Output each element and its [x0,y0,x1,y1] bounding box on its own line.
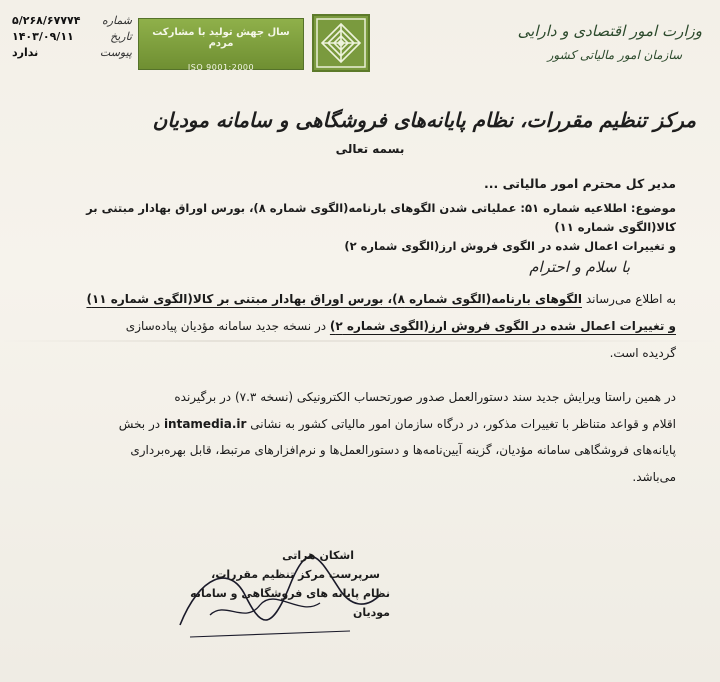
subject-line-1 [76,199,676,237]
bismillah: بسمه تعالی [335,142,405,156]
addressee: مدیر کل محترم امور مالیاتی ... [484,176,676,191]
para2-line-3: پایانه‌های فروشگاهی سامانه مؤدیان، گزینه آیین‌نامه‌ها و دستورالعمل‌ها و نرم‌افزارهای مرتبط، قابل بهره‌برداری [130,443,676,457]
greeting: با سلام و احترام [529,258,630,276]
letter-heading [76,176,676,256]
subject [76,199,676,256]
attachment-value: ندارد [12,46,39,59]
ministry-name: وزارت امور اقتصادی و دارایی [517,22,702,40]
para1-highlight-2: و تغییرات اعمال شده در الگوی فروش ارز(الگوی شماره ۲) [329,319,676,333]
paragraph-1 [76,286,676,367]
para2-line-2 [76,411,676,438]
number-label: شماره [101,14,132,27]
para2-line-1: در همین راستا ویرایش جدید سند دستورالعمل صدور صورتحساب الکترونیکی (نسخه ۷.۳) در برگیرنده [174,390,676,404]
para1-line-3: گردیده است. [609,346,676,360]
number-value: ۵/۲۶۸/۶۷۷۷۴ [12,14,81,27]
meta-attachment-row [12,46,132,62]
para1-line-1 [76,286,676,313]
signature-block [150,546,390,622]
subject-line-2: و تغییرات اعمال شده در الگوی فروش ارز(الگوی شماره ۲) [344,239,676,253]
para1-prefix: به اطلاع می‌رساند [585,292,676,306]
subject-label: موضوع: [630,201,676,215]
para1-suffix: در نسخه جدید سامانه مؤدیان پیاده‌سازی [125,319,327,333]
date-value: ۱۴۰۳/۰۹/۱۱ [12,30,74,43]
year-slogan: سال جهش تولید با مشارکت مردم [152,27,290,49]
meta-number-row [12,14,132,30]
meta-date-row [12,30,132,46]
organization-name: سازمان امور مالیاتی کشور [547,48,682,62]
signatory-title-1: سرپرست مرکز تنظیم مقررات، [211,568,380,581]
paragraph-2 [76,384,676,490]
signatory-name: اشکان هراتی [282,549,354,562]
year-slogan-banner [138,18,304,70]
emblem-icon [316,18,366,68]
letterhead-text [402,12,702,72]
signatory-title-2: نظام پایانه های فروشگاهی و سامانه مودیان [190,587,390,619]
para2-prefix: اقلام و قواعد متناظر با تغییرات مذکور، در درگاه سازمان امور مالیاتی کشور به نشانی [250,416,676,431]
para1-highlight-1: الگوهای بارنامه(الگوی شماره ۸)، بورس اوراق بهادار مبتنی بر کالا(الگوی شماره ۱۱) [86,292,582,306]
tax-organization-logo [312,14,370,72]
website-link[interactable]: intamedia.ir [163,416,247,431]
subject-text-1: اطلاعیه شماره ۵۱: عملیاتی شدن الگوهای بارنامه(الگوی شماره ۸)، بورس اوراق بهادار مبتنی بر کالا(الگوی شماره ۱۱) [86,201,676,234]
letter-meta [12,14,132,62]
center-title: مرکز تنظیم مقررات، نظام پایانه‌های فروشگاهی و سامانه مودیان [152,108,696,132]
para1-line-2 [76,313,676,340]
attachment-label: پیوست [99,46,132,59]
date-label: تاریخ [110,30,132,43]
para2-suffix: در بخش [118,416,161,431]
iso-certificate: ISO 9001:2000 [187,63,255,72]
para2-line-4: می‌باشد. [632,469,676,484]
